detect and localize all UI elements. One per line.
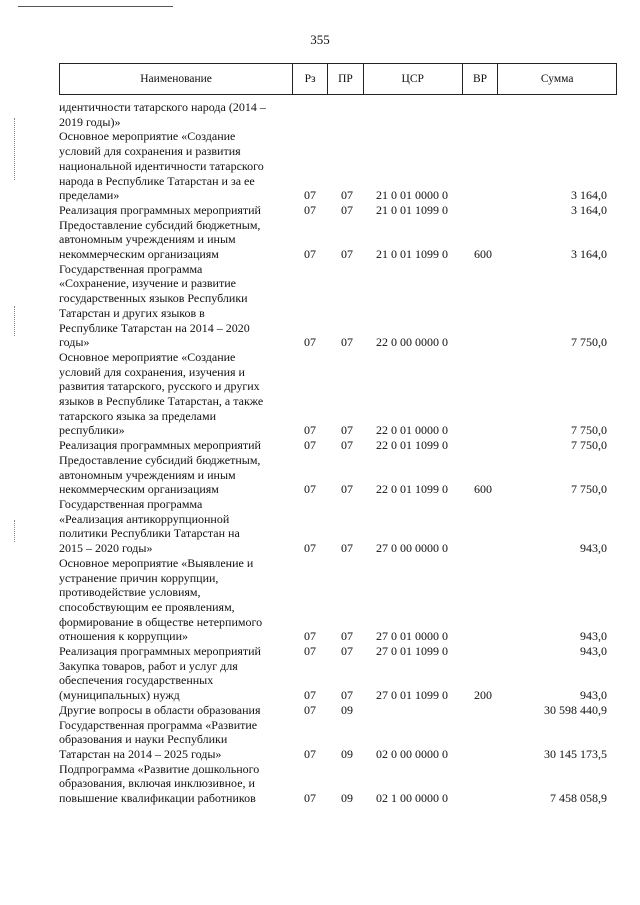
table-row: [59, 497, 617, 556]
margin-mark: [14, 118, 15, 180]
table-row: [59, 659, 617, 703]
table-row: [59, 644, 617, 659]
row-csr: 27 0 01 0000 0: [376, 629, 448, 644]
row-pr: 07: [341, 335, 353, 350]
row-rz: 07: [304, 335, 316, 350]
row-csr: 21 0 01 1099 0: [376, 202, 448, 217]
row-pr: 07: [341, 482, 353, 497]
row-csr: 22 0 01 0000 0: [376, 423, 448, 438]
row-pr: 07: [341, 188, 353, 203]
row-sum: 3 164,0: [571, 202, 607, 217]
row-name: Основное мероприятие «Выявление и устранение причин коррупции, противодействие условиям, способствующим ее проявлениям, формирование в обществе нетерпимого отношения к коррупции»: [59, 555, 263, 644]
row-name: Основное мероприятие «Создание условий для сохранения, изучения и развития татарского, русского и других языков в Республике Татарстан, а также татарского языка за пределами республики»: [59, 349, 264, 438]
table-row: [59, 203, 617, 218]
row-rz: 07: [304, 629, 316, 644]
table-row: [59, 718, 617, 762]
row-rz: 07: [304, 791, 316, 806]
row-pr: 07: [341, 541, 353, 556]
row-pr: 07: [341, 423, 353, 438]
row-csr: 21 0 01 1099 0: [376, 247, 448, 262]
row-name: Основное мероприятие «Создание условий для сохранения и развития национальной идентичности татарского народа в Республике Татарстан и за ее пределами»: [59, 129, 264, 203]
table-header: [59, 63, 617, 95]
row-csr: 22 0 01 1099 0: [376, 438, 448, 453]
table-row: [59, 762, 617, 806]
table-row: [59, 453, 617, 497]
row-rz: 07: [304, 644, 316, 659]
row-sum: 943,0: [580, 688, 607, 703]
row-sum: 30 145 173,5: [544, 746, 607, 761]
row-sum: 7 750,0: [571, 423, 607, 438]
row-name: Предоставление субсидий бюджетным, автономным учреждениям и иным некоммерческим организациям: [59, 217, 261, 262]
row-name: Государственная программа «Развитие образования и науки Республики Татарстан на 2014 – 2025 годы»: [59, 717, 258, 761]
row-name: Государственная программа «Сохранение, изучение и развитие государственных языков Республики Татарстан и других языков в Республике Татарстан на 2014 – 2020 годы»: [59, 261, 250, 350]
row-pr: 07: [341, 438, 353, 453]
row-csr: 21 0 01 0000 0: [376, 188, 448, 203]
row-pr: 07: [341, 629, 353, 644]
row-sum: 3 164,0: [571, 188, 607, 203]
row-name: Закупка товаров, работ и услуг для обеспечения государственных (муниципальных) нужд: [59, 658, 238, 703]
row-sum: 943,0: [580, 541, 607, 556]
row-rz: 07: [304, 438, 316, 453]
row-rz: 07: [304, 746, 316, 761]
row-vr: 200: [474, 688, 492, 703]
table-row: [59, 438, 617, 453]
row-pr: 07: [341, 688, 353, 703]
row-rz: 07: [304, 482, 316, 497]
row-pr: 09: [341, 791, 353, 806]
row-name: Другие вопросы в области образования: [59, 702, 261, 717]
row-rz: 07: [304, 702, 316, 717]
header-sum: Сумма: [540, 73, 574, 85]
row-csr: 27 0 01 1099 0: [376, 688, 448, 703]
row-rz: 07: [304, 688, 316, 703]
header-vr: ВР: [463, 64, 499, 94]
row-rz: 07: [304, 202, 316, 217]
row-vr: 600: [474, 247, 492, 262]
header-csr: ЦСР: [364, 64, 463, 94]
row-csr: 27 0 00 0000 0: [376, 541, 448, 556]
row-csr: 27 0 01 1099 0: [376, 644, 448, 659]
table-row: [59, 262, 617, 350]
table-row: [59, 350, 617, 438]
row-pr: 07: [341, 644, 353, 659]
row-name: Реализация программных мероприятий: [59, 438, 261, 453]
table-body: [59, 100, 617, 806]
row-pr: 07: [341, 247, 353, 262]
top-rule: [18, 6, 173, 7]
row-pr: 09: [341, 746, 353, 761]
margin-mark: [14, 520, 15, 542]
row-sum: 3 164,0: [571, 247, 607, 262]
row-pr: 07: [341, 202, 353, 217]
page-number: 355: [310, 32, 330, 47]
row-vr: 600: [474, 482, 492, 497]
margin-mark: [14, 306, 15, 336]
table-row: [59, 100, 617, 129]
table-row: [59, 703, 617, 718]
row-sum: 7 750,0: [571, 438, 607, 453]
row-name: Государственная программа «Реализация антикоррупционной политики Республики Татарстан на 2015 – 2020 годы»: [59, 496, 240, 556]
row-csr: 02 1 00 0000 0: [376, 791, 448, 806]
row-sum: 943,0: [580, 644, 607, 659]
row-name: Реализация программных мероприятий: [59, 202, 261, 217]
row-sum: 7 750,0: [571, 335, 607, 350]
row-sum: 943,0: [580, 629, 607, 644]
row-csr: 22 0 00 0000 0: [376, 335, 448, 350]
row-rz: 07: [304, 188, 316, 203]
row-rz: 07: [304, 247, 316, 262]
row-csr: 22 0 01 1099 0: [376, 482, 448, 497]
table-row: [59, 556, 617, 644]
row-csr: 02 0 00 0000 0: [376, 746, 448, 761]
row-name: идентичности татарского народа (2014 – 2019 годы)»: [59, 100, 266, 129]
table-row: [59, 129, 617, 203]
row-name: Предоставление субсидий бюджетным, автономным учреждениям и иным некоммерческим организациям: [59, 452, 261, 497]
row-rz: 07: [304, 541, 316, 556]
header-name: Наименование: [60, 64, 293, 94]
header-pr: ПР: [328, 64, 364, 94]
table-row: [59, 218, 617, 262]
header-rz: Рз: [293, 64, 328, 94]
row-pr: 09: [341, 702, 353, 717]
row-rz: 07: [304, 423, 316, 438]
row-sum: 7 750,0: [571, 482, 607, 497]
row-name: Подпрограмма «Развитие дошкольного образования, включая инклюзивное, и повышение квалификации работников: [59, 761, 260, 806]
row-sum: 30 598 440,9: [544, 702, 607, 717]
row-name: Реализация программных мероприятий: [59, 644, 261, 659]
row-sum: 7 458 058,9: [550, 791, 607, 806]
